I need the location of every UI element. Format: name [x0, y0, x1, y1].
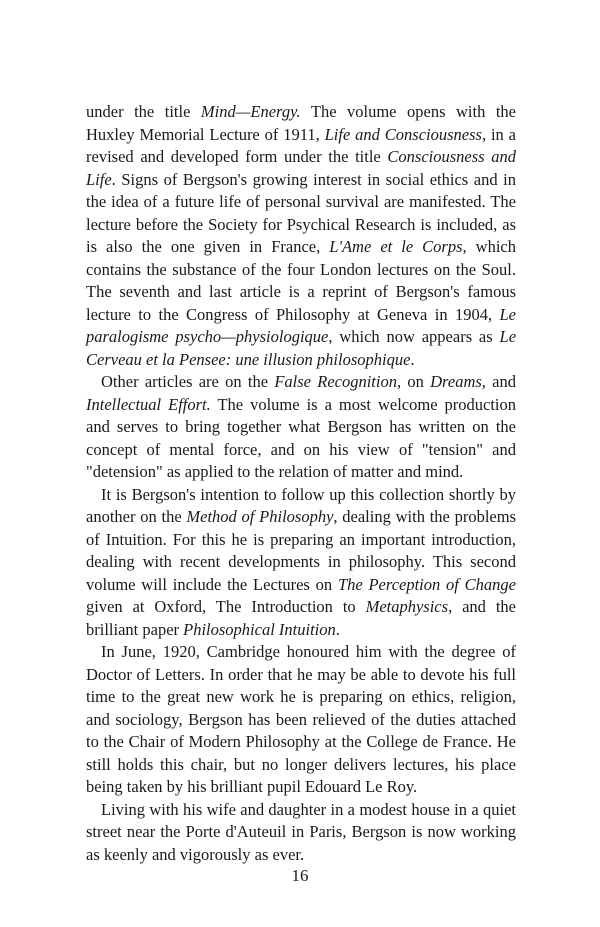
italic-title: Dreams	[430, 372, 482, 391]
paragraph: It is Bergson's intention to follow up this collection shortly by another on the Method of Philosophy, dealing with the problems of Intuition. For this he is preparing an important introduction, dealing with recent developments in philosophy. This second volume will include the Lectures on The Perception of Change given at Oxford, The Introduction to Metaphysics, and the brilliant paper Philosophical Intuition.	[86, 484, 517, 639]
paragraph: under the title Mind—Energy. The volume opens with the Huxley Memorial Lecture of 1911, Life and Consciousness, in a revised and developed form under the title Consciousness and Life. Signs of Bergson's growing interest in social ethics and in the idea of a future life of personal survival are manifested. The lecture before the Society for Psychical Research is included, as is also the one given in France, L'Ame et le Corps, which contains the substance of the four London lectures on the Soul. The seventh and last article is a reprint of Bergson's famous lecture to the Congress of Philosophy at Geneva in 1904, Le paralogisme psycho—physiologique, which now appears as Le Cerveau et la Pensee: une illusion philosophique.	[86, 102, 517, 369]
italic-title: L'Ame et le Corps	[329, 237, 463, 256]
italic-title: Metaphysics	[365, 597, 449, 616]
italic-title: Le Cerveau et la Pensee: une illusion philosophique	[86, 327, 517, 369]
page-body	[86, 101, 516, 866]
paragraph: In June, 1920, Cambridge honoured him with the degree of Doctor of Letters. In order that he may be able to devote his full time to the great new work he is preparing on ethics, religion, and sociology, Bergson has been relieved of the duties attached to the Chair of Modern Philosophy at the College de France. He still holds this chair, but no longer delivers lectures, his place being taken by his brilliant pupil Edouard Le Roy.	[86, 642, 516, 796]
italic-title: Mind—Energy.	[200, 102, 301, 121]
italic-title: The Perception of Change	[337, 574, 516, 594]
paragraph: Living with his wife and daughter in a modest house in a quiet street near the Porte d'Auteuil in Paris, Bergson is now working as keenly and vigorously as ever.	[86, 799, 516, 864]
page-number: 16	[291, 866, 309, 885]
italic-title: Intellectual Effort.	[86, 394, 211, 414]
italic-title: Le paralogisme psycho—physiologique	[86, 304, 516, 346]
italic-title: Life and Consciousness	[324, 124, 482, 144]
italic-title: Philosophical Intuition	[183, 619, 336, 639]
italic-title: Method of Philosophy	[186, 507, 334, 526]
paragraph: Other articles are on the False Recognition, on Dreams, and Intellectual Effort. The volume is a most welcome production and serves to bring together what Bergson has written on the concept of mental force, and on his view of "tension" and "detension" as applied to the relation of matter and mind.	[86, 372, 517, 481]
italic-title: False Recognition	[274, 372, 397, 391]
italic-title: Consciousness and Life	[86, 147, 516, 189]
